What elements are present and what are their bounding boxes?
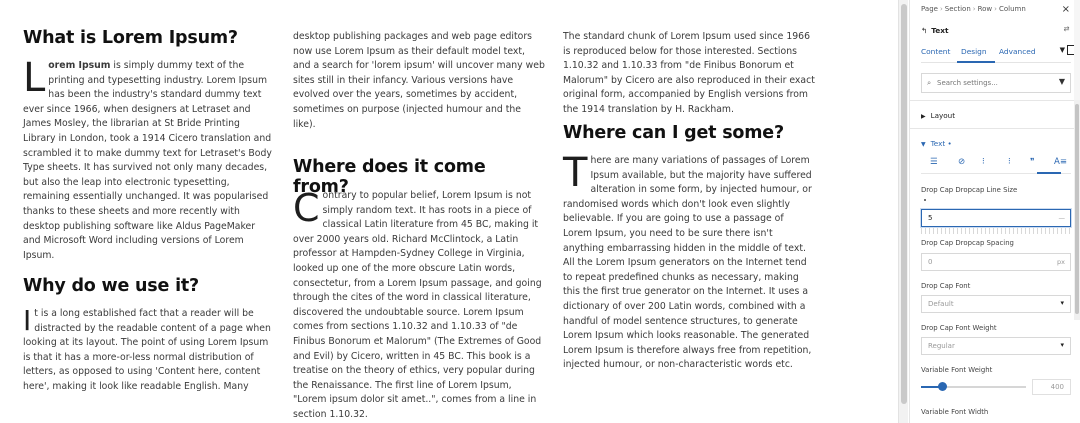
settings-panel bbox=[909, 0, 1080, 423]
font-select[interactable] bbox=[921, 295, 1071, 313]
variable-width-label: Variable Font Width bbox=[921, 408, 989, 416]
breadcrumb bbox=[921, 5, 1026, 13]
variable-weight-input[interactable] bbox=[1032, 379, 1071, 395]
tab-content[interactable]: Content bbox=[921, 47, 951, 56]
breadcrumb-separator: › bbox=[972, 5, 976, 13]
spacing-value: 0 bbox=[928, 258, 933, 266]
paragraph-text: is simply dummy text of the printing and typesetting industry. Lorem Ipsum has been the industry's standard dummy text ever since 1966, when designers at Letraset and James Mosley, the librarian at St Bride Printing Library in London, took a 1914 Cicero translation and scrambled it to make dummy text for Letraset's Body Type sheets. It has survived not only many decades, but also the leap into electronic typesetting, remaining essentially unchanged. It was popularised thanks to these sheets and more recently with desktop publishing software like Aldus PageMaker and Microsoft Word including versions of Lorem Ipsum. bbox=[23, 60, 272, 261]
dropcap-icon[interactable]: A≡ bbox=[1054, 157, 1067, 167]
bold-lead: orem Ipsum bbox=[48, 60, 111, 71]
spacing-input[interactable] bbox=[921, 253, 1071, 271]
settings-search bbox=[921, 73, 1071, 93]
link-icon[interactable]: ⊘ bbox=[958, 157, 966, 167]
search-icon: ⌕ bbox=[927, 78, 932, 87]
tab-design[interactable]: Design bbox=[961, 47, 987, 56]
paragraph-where-get bbox=[563, 150, 815, 373]
caret-down-icon[interactable]: ▼ bbox=[1059, 46, 1065, 54]
caret-right-icon: ▶ bbox=[921, 113, 926, 120]
paragraph-text: here are many variations of passages of Lorem Ipsum available, but the majority have suffered alteration in some form, by injected humour, or randomised words which don't look even slightly believable. If you are going to use a passage of Lorem Ipsum, you need to be sure there isn't anything embarrassing hidden in the middle of text. All the Lorem Ipsum generators on the Internet tend to repeat predefined chunks as necessary, making this the first true generator on the Internet. It uses a dictionary of over 200 Latin words, combined with a handful of model sentence structures, to generate Lorem Ipsum which looks reasonable. The generated Lorem Ipsum is therefore always free from repetition, injected humour, or non-characteristic words etc. bbox=[563, 155, 812, 371]
breadcrumb-column[interactable]: Column bbox=[998, 5, 1026, 13]
section-layout[interactable] bbox=[921, 111, 955, 120]
caret-down-icon: ▼ bbox=[921, 141, 926, 148]
breadcrumb-separator: › bbox=[939, 5, 943, 13]
paragraph-text: t is a long established fact that a reader will be distracted by the readable content of a page when looking at its layout. The point of using Lorem Ipsum is that it has a more-or-less normal distribution of letters, as opposed to using 'Content here, content here', making it look like readable English. Many bbox=[23, 308, 271, 392]
breadcrumb-row[interactable]: Row bbox=[977, 5, 993, 13]
heading-what-is-lorem: What is Lorem Ipsum? bbox=[23, 28, 238, 48]
slider-handle[interactable] bbox=[938, 382, 947, 391]
panel-scroll-thumb[interactable] bbox=[1075, 104, 1079, 314]
panel-scrollbar[interactable] bbox=[1074, 100, 1080, 320]
paragraph-where-from bbox=[293, 186, 545, 423]
dropcap-letter: C bbox=[293, 186, 320, 230]
section-text-label: Text bbox=[930, 139, 946, 148]
canvas-scrollbar[interactable] bbox=[898, 0, 908, 423]
line-size-ruler[interactable] bbox=[921, 228, 1071, 234]
modified-dot bbox=[924, 199, 926, 201]
canvas-scroll-thumb[interactable] bbox=[901, 4, 907, 404]
heading-where-from: Where does it come from? bbox=[293, 157, 486, 197]
dropcap-letter: I bbox=[23, 304, 32, 337]
breadcrumb-separator: › bbox=[994, 5, 997, 13]
font-label: Drop Cap Font bbox=[921, 282, 971, 290]
filter-icon[interactable]: ▼ bbox=[1058, 77, 1065, 86]
section-modified-marker: • bbox=[947, 139, 952, 148]
weight-select[interactable] bbox=[921, 337, 1071, 355]
chevron-down-icon: ▾ bbox=[1060, 299, 1064, 307]
line-size-value: 5 bbox=[928, 214, 933, 222]
paragraph-why-use bbox=[23, 304, 275, 395]
align-text-icon[interactable]: ☰ bbox=[930, 157, 938, 167]
ordered-list-icon[interactable]: ⁝ bbox=[1008, 157, 1011, 167]
unordered-list-icon[interactable]: ⁝ bbox=[982, 157, 985, 167]
dropcap-letter: L bbox=[23, 55, 46, 101]
module-title bbox=[921, 26, 949, 35]
panel-tabs bbox=[921, 40, 1071, 63]
section-layout-label: Layout bbox=[930, 111, 956, 120]
variable-weight-slider[interactable] bbox=[921, 381, 1026, 393]
variable-weight-label: Variable Font Weight bbox=[921, 366, 993, 374]
paragraph-standard-chunk: The standard chunk of Lorem Ipsum used since 1966 is reproduced below for those interested. Sections 1.10.32 and 1.10.33 from "de Finibus Bonorum et Malorum" by Cicero are also reproduced in their exact original form, accompanied by English versions from the 1914 translation by H. Rackham. bbox=[563, 31, 815, 115]
breadcrumb-section[interactable]: Section bbox=[944, 5, 971, 13]
module-title-label: Text bbox=[931, 26, 949, 35]
paragraph-desktop-publishing: desktop publishing packages and web page editors now use Lorem Ipsum as their default model text, and a search for 'lorem ipsum' will uncover many web sites still in their infancy. Various versions have evolved over the years, sometimes by accident, sometimes on purpose (injected humour and the like). bbox=[293, 31, 545, 130]
active-tab-indicator bbox=[957, 61, 995, 63]
heading-where-get: Where can I get some? bbox=[563, 123, 784, 143]
chevron-down-icon: ▾ bbox=[1060, 341, 1064, 349]
text-subtabs bbox=[930, 157, 1070, 171]
divider bbox=[910, 100, 1080, 101]
breadcrumb-page[interactable]: Page bbox=[921, 5, 938, 13]
divider bbox=[910, 128, 1080, 129]
close-icon[interactable]: × bbox=[1061, 4, 1070, 15]
font-select-value: Default bbox=[928, 300, 954, 308]
active-subtab-indicator bbox=[1037, 172, 1061, 174]
dropcap-letter: T bbox=[563, 150, 588, 196]
heading-why-use: Why do we use it? bbox=[23, 276, 199, 296]
panel-scrollbar-top[interactable] bbox=[1074, 0, 1080, 100]
search-input[interactable] bbox=[937, 77, 1057, 89]
spacing-unit: px bbox=[1057, 258, 1065, 266]
back-arrow-icon[interactable]: ↰ bbox=[921, 26, 928, 35]
line-size-input[interactable] bbox=[921, 209, 1071, 227]
paragraph-text: ontrary to popular belief, Lorem Ipsum is not simply random text. It has roots in a piece of classical Latin literature from 45 BC, making it over 2000 years old. Richard McClintock, a Latin professor at Hampden-Sydney College in Virginia, looked up one of the more obscure Latin words, consectetur, from a Lorem Ipsum passage, and going through the cites of the word in classical literature, discovered the undoubtable source. Lorem Ipsum comes from sections 1.10.32 and 1.10.33 of "de Finibus Bonorum et Malorum" (The Extremes of Good and Evil) by Cicero, written in 45 BC. This book is a treatise on the theory of ethics, very popular during the Renaissance. The first line of Lorem Ipsum, "Lorem ipsum dolor sit amet..", comes from a line in section 1.10.32. bbox=[293, 190, 542, 420]
weight-select-value: Regular bbox=[928, 342, 955, 350]
line-size-unit: — bbox=[1058, 214, 1065, 222]
expand-icon[interactable]: ⇄ bbox=[1063, 25, 1070, 33]
line-size-label: Drop Cap Dropcap Line Size bbox=[921, 186, 1018, 194]
tab-advanced[interactable]: Advanced bbox=[999, 47, 1036, 56]
paragraph-lorem-intro bbox=[23, 55, 275, 263]
variable-weight-value: 400 bbox=[1050, 383, 1064, 391]
quote-icon[interactable]: ❞ bbox=[1030, 157, 1035, 167]
spacing-label: Drop Cap Dropcap Spacing bbox=[921, 239, 1014, 247]
section-text[interactable] bbox=[921, 139, 952, 148]
weight-label: Drop Cap Font Weight bbox=[921, 324, 997, 332]
